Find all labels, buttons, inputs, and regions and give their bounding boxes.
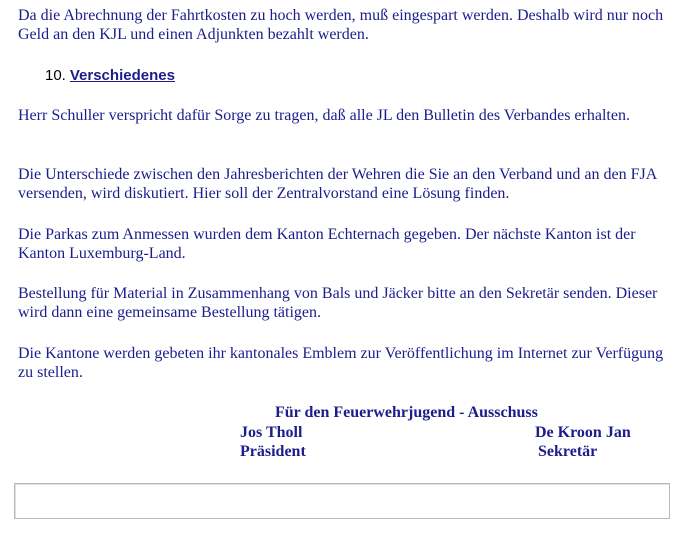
paragraph-travel-costs: Da die Abrechnung der Fahrtkosten zu hoch werden, muß eingespart werden. Deshalb wird nur noch Geld an den KJL und einen Adjunkten bezahlt werden. (18, 7, 664, 43)
paragraph-emblem: Die Kantone werden gebeten ihr kantonales Emblem zur Veröffentlichung im Internet zur Verfügung zu stellen. (18, 345, 664, 381)
section-title: Verschiedenes (69, 67, 175, 84)
section-number: 10. (45, 67, 66, 84)
signature-left-role: Präsident (240, 443, 306, 460)
signature-right-name: De Kroon Jan (535, 424, 631, 441)
signature-committee: Für den Feuerwehrjugend - Ausschuss (275, 404, 538, 421)
paragraph-parkas: Die Parkas zum Anmessen wurden dem Kanton Echternach gegeben. Der nächste Kanton ist der Kanton Luxemburg-Land. (18, 226, 636, 262)
signature-left-name: Jos Tholl (240, 424, 303, 441)
paragraph-bulletin: Herr Schuller verspricht dafür Sorge zu tragen, daß alle JL den Bulletin des Verbandes erhalten. (18, 107, 630, 124)
empty-frame (14, 483, 670, 519)
paragraph-annual-reports: Die Unterschiede zwischen den Jahresberichten der Wehren die Sie an den Verband und an den FJA versenden, wird diskutiert. Hier soll der Zentralvorstand eine Lösung finden. (18, 166, 657, 202)
signature-right-role: Sekretär (538, 443, 598, 460)
paragraph-material-order: Bestellung für Material in Zusammenhang von Bals und Jäcker bitte an den Sekretär senden. Dieser wird dann eine gemeinsame Bestellung tätigen. (18, 285, 658, 321)
section-heading (45, 66, 175, 85)
